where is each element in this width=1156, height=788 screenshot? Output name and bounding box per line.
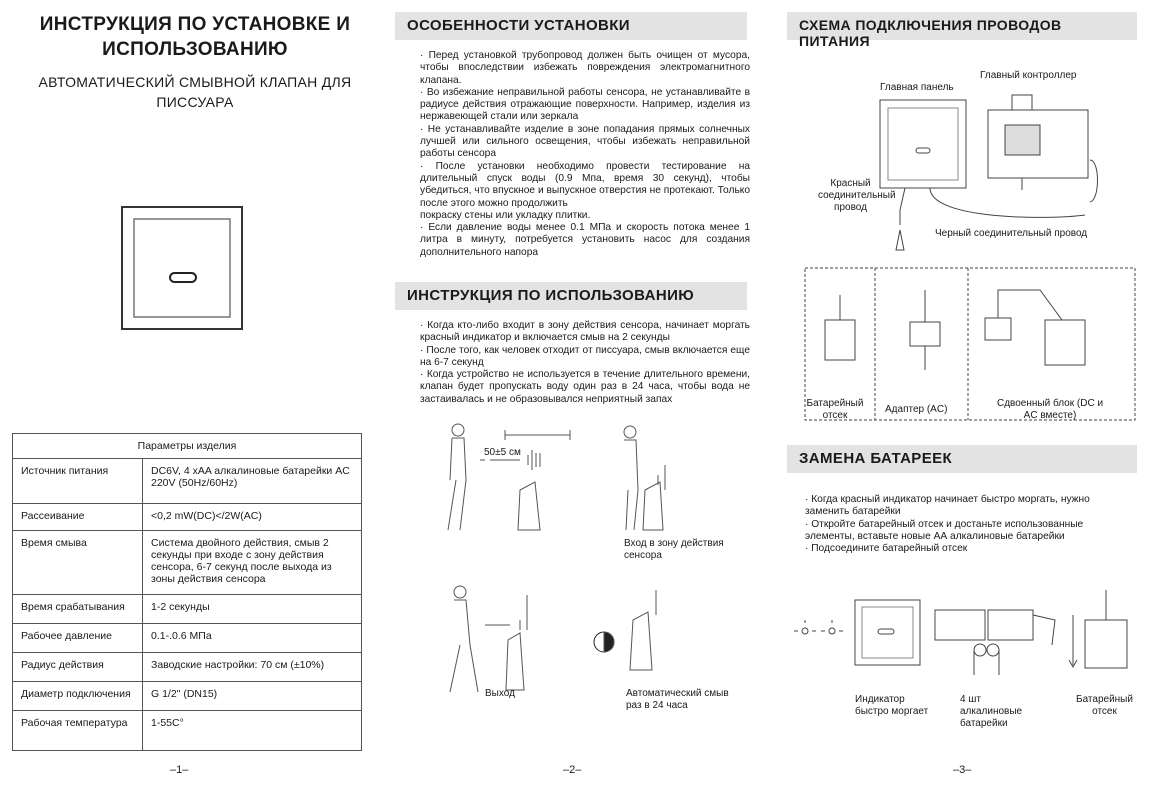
param-name: Радиус действия	[13, 653, 143, 682]
param-value: Система двойного действия, смыв 2 секунды при входе с зону действия сенсора, 6-7 секунд после выхода из зоны действия сенсора	[143, 531, 362, 595]
panel-icon	[855, 600, 920, 665]
caption-batteries: 4 шт алкалиновые батарейки	[960, 694, 1023, 729]
adapter-icon	[910, 290, 940, 370]
aa-batteries-icon	[974, 644, 999, 675]
param-value: DC6V, 4 xAA алкалиновые батарейки AC 220V (50Hz/60Hz)	[143, 459, 362, 504]
wiring-header: СХЕМА ПОДКЛЮЧЕНИЯ ПРОВОДОВ ПИТАНИЯ	[787, 12, 1137, 40]
param-name: Рабочее давление	[13, 624, 143, 653]
product-parameters-table	[12, 433, 362, 751]
controller-icon	[988, 95, 1098, 202]
label-controller: Главный контроллер	[980, 70, 1077, 81]
list-item: · Если давление воды менее 0.1 МПа и скорость потока менее 1 литра в минуту, потребуется установить насос для создания дополнительного напора	[420, 222, 750, 258]
label-main-panel: Главная панель	[880, 82, 954, 93]
option-battery: Батарейный отсек	[806, 398, 864, 421]
list-item: покраску стены или укладку плитки.	[420, 209, 591, 221]
caption-indicator: Индикатор быстро моргает	[855, 694, 929, 717]
param-value: G 1/2" (DN15)	[143, 682, 362, 711]
wiring-diagram	[800, 90, 1140, 440]
param-value: 1-55C°	[143, 711, 362, 751]
option-dual: Сдвоенный блок (DC и AC вместе)	[996, 398, 1104, 421]
battery-header: ЗАМЕНА БАТАРЕЕК	[787, 445, 1137, 473]
dual-block-icon	[985, 290, 1085, 365]
main-panel-icon	[880, 100, 966, 188]
list-item: · После установки необходимо провести тестирование на длительный спуск воды (0.9 Мпа, время 30 секунд), чтобы убедиться, что впускное и выпускное отверстия не протекают. Только после этого можно продолжить	[420, 160, 750, 209]
list-item: · Когда устройство не используется в течение длительного времени, клапан будет пропускать воду один раз в 24 часа, чтобы вода не застаивалась и не образовывался неприятный запах	[420, 369, 750, 405]
battery-compartment-icon	[1085, 590, 1127, 668]
list-item: · Во избежание неправильной работы сенсора, не устанавливайте в радиусе действия отражающие поверхности. Например, изделия из нержавеющей стали или зеркала	[420, 86, 750, 123]
usage-illustration	[420, 420, 740, 720]
person-enter-icon	[448, 424, 466, 530]
usage-header: ИНСТРУКЦИЯ ПО ИСПОЛЬЗОВАНИЮ	[395, 282, 747, 310]
battery-notes	[805, 494, 1135, 555]
list-item: · Подсоедините батарейный отсек	[805, 543, 968, 555]
param-name: Рабочая температура	[13, 711, 143, 751]
list-item: · Перед установкой трубопровод должен быть очищен от мусора, чтобы впоследствии избежать повреждения электромагнитного клапана.	[420, 50, 750, 86]
param-name: Время срабатывания	[13, 595, 143, 624]
caption-auto: Автоматический смыв раз в 24 часа	[626, 688, 729, 711]
page-number: –3–	[953, 764, 972, 776]
install-notes	[420, 50, 750, 259]
caption-compartment: Батарейный отсек	[1076, 694, 1133, 717]
page-number: –2–	[563, 764, 582, 776]
table-header: Параметры изделия	[13, 434, 362, 459]
distance-label: 50±5 см	[484, 447, 521, 458]
param-value: 1-2 секунды	[143, 595, 362, 624]
list-item: · Не устанавливайте изделие в зоне попадания прямых солнечных лучшей или сильного освещения, чтобы избежать неправильной работы сенсора	[420, 123, 750, 160]
param-value: Заводские настройки: 70 см (±10%)	[143, 653, 362, 682]
install-header: ОСОБЕННОСТИ УСТАНОВКИ	[395, 12, 747, 40]
page-title: ИНСТРУКЦИЯ ПО УСТАНОВКЕ И ИСПОЛЬЗОВАНИЮ	[39, 14, 351, 60]
usage-notes	[420, 320, 750, 406]
param-name: Диаметр подключения	[13, 682, 143, 711]
param-name: Источник питания	[13, 459, 143, 504]
battery-replacement-illustration	[790, 585, 1140, 685]
param-value: 0.1-.0.6 МПа	[143, 624, 362, 653]
caption-exit: Выход	[485, 688, 515, 699]
param-value: <0,2 mW(DC)</2W(AC)	[143, 504, 362, 531]
list-item: · Откройте батарейный отсек и достаньте использованные элементы, вставьте новые АА алкалиновые батарейки	[805, 518, 1084, 542]
option-adapter: Адаптер (AC)	[885, 404, 948, 415]
param-name: Время смыва	[13, 531, 143, 595]
param-name: Рассеивание	[13, 504, 143, 531]
list-item: · После того, как человек отходит от писсуара, смыв включается еще на 6-7 секунд	[420, 344, 750, 368]
list-item: · Когда красный индикатор начинает быстро моргать, нужно заменить батарейки	[805, 494, 1090, 518]
person-standing-icon	[624, 426, 638, 530]
battery-pack-icon	[935, 610, 1055, 645]
battery-box-icon	[825, 295, 855, 360]
page-number: –1–	[170, 764, 189, 776]
label-red-wire: Красный соединительный провод	[818, 178, 896, 213]
label-black-wire: Черный соединительный провод	[935, 228, 1088, 239]
page-subtitle: АВТОМАТИЧЕСКИЙ СМЫВНОЙ КЛАПАН ДЛЯ ПИССУАРА	[38, 74, 352, 110]
blink-icon	[794, 620, 843, 634]
person-exit-icon	[450, 586, 478, 692]
list-item: · Когда кто-либо входит в зону действия сенсора, начинает моргать красный индикатор и включается смыв на 2 секунды	[420, 320, 750, 344]
caption-enter: Вход в зону действия сенсора	[624, 538, 724, 561]
sensor-panel-illustration	[120, 205, 245, 335]
